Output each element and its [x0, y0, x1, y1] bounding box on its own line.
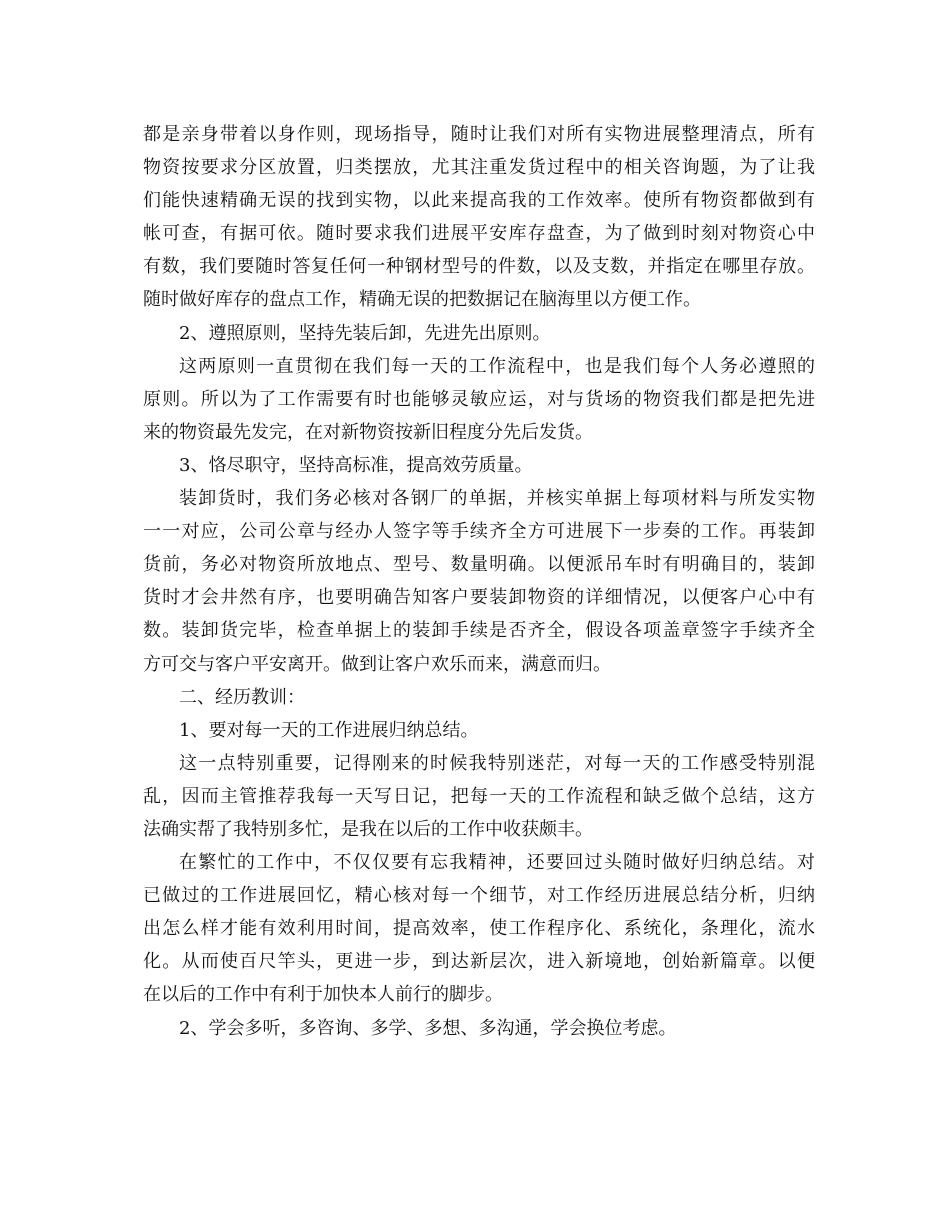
text-line: 2、学会多听，多咨询、多学、多想、多沟通，学会换位考虑。: [179, 1017, 677, 1039]
text-line: 原则。所以为了工作需要有时也能够灵敏应运，对与货场的物资我们都是把先进: [143, 388, 815, 410]
text-line: 物资按要求分区放置，归类摆放，尤其注重发货过程中的相关咨询题，为了让我: [143, 157, 815, 179]
text-line: 已做过的工作进展回忆，精心核对每一个细节，对工作经历进展总结分析，归纳: [143, 885, 815, 907]
text-line: 一一对应，公司公章与经办人签字等手续齐全方可进展下一步奏的工作。再装卸: [143, 521, 815, 543]
text-line: 1、要对每一天的工作进展归纳总结。: [179, 719, 479, 741]
text-line: 方可交与客户平安离开。做到让客户欢乐而来，满意而归。: [143, 653, 611, 675]
text-line: 这两原则一直贯彻在我们每一天的工作流程中，也是我们每个人务必遵照的: [179, 355, 815, 377]
text-line: 们能快速精确无误的找到实物，以此来提高我的工作效率。使所有物资都做到有: [143, 190, 815, 212]
text-line: 乱，因而主管推荐我每一天写日记，把每一天的工作流程和缺乏做个总结，这方: [143, 785, 815, 807]
text-line: 二、经历教训：: [179, 686, 305, 708]
text-line: 化。从而使百尺竿头，更进一步，到达新层次，进入新境地，创始新篇章。以便: [143, 951, 815, 973]
text-line: 这一点特别重要，记得刚来的时候我特别迷茫，对每一天的工作感受特别混: [179, 752, 815, 774]
text-line: 法确实帮了我特别多忙，是我在以后的工作中收获颇丰。: [143, 818, 593, 840]
text-line: 3、恪尽职守，坚持高标准，提高效劳质量。: [179, 454, 533, 476]
text-line: 货前，务必对物资所放地点、型号、数量明确。以便派吊车时有明确目的，装卸: [143, 554, 815, 576]
text-line: 都是亲身带着以身作则，现场指导，随时让我们对所有实物进展整理清点，所有: [143, 124, 815, 145]
text-line: 在繁忙的工作中，不仅仅要有忘我精神，还要回过头随时做好归纳总结。对: [179, 852, 815, 874]
text-line: 有数，我们要随时答复任何一种钢材型号的件数，以及支数，并指定在哪里存放。: [143, 256, 815, 278]
text-line: 装卸货时，我们务必核对各钢厂的单据，并核实单据上每项材料与所发实物: [179, 488, 815, 510]
text-line: 帐可查，有据可依。随时要求我们进展平安库存盘查，为了做到时刻对物资心中: [143, 223, 815, 245]
text-line: 在以后的工作中有利于加快本人前行的脚步。: [143, 984, 503, 1006]
text-line: 出怎么样才能有效利用时间，提高效率，使工作程序化、系统化，条理化，流水: [143, 918, 815, 940]
text-line: 随时做好库存的盘点工作，精确无误的把数据记在脑海里以方便工作。: [143, 289, 701, 311]
document-body: [143, 118, 815, 1045]
text-line: 来的物资最先发完，在对新物资按新旧程度分先后发货。: [143, 421, 593, 443]
text-line: 2、遵照原则，坚持先装后卸，先进先出原则。: [179, 322, 551, 344]
text-line: 数。装卸货完毕，检查单据上的装卸手续是否齐全，假设各项盖章签字手续齐全: [143, 620, 815, 642]
text-line: 货时才会井然有序，也要明确告知客户要装卸物资的详细情况，以便客户心中有: [143, 587, 815, 609]
